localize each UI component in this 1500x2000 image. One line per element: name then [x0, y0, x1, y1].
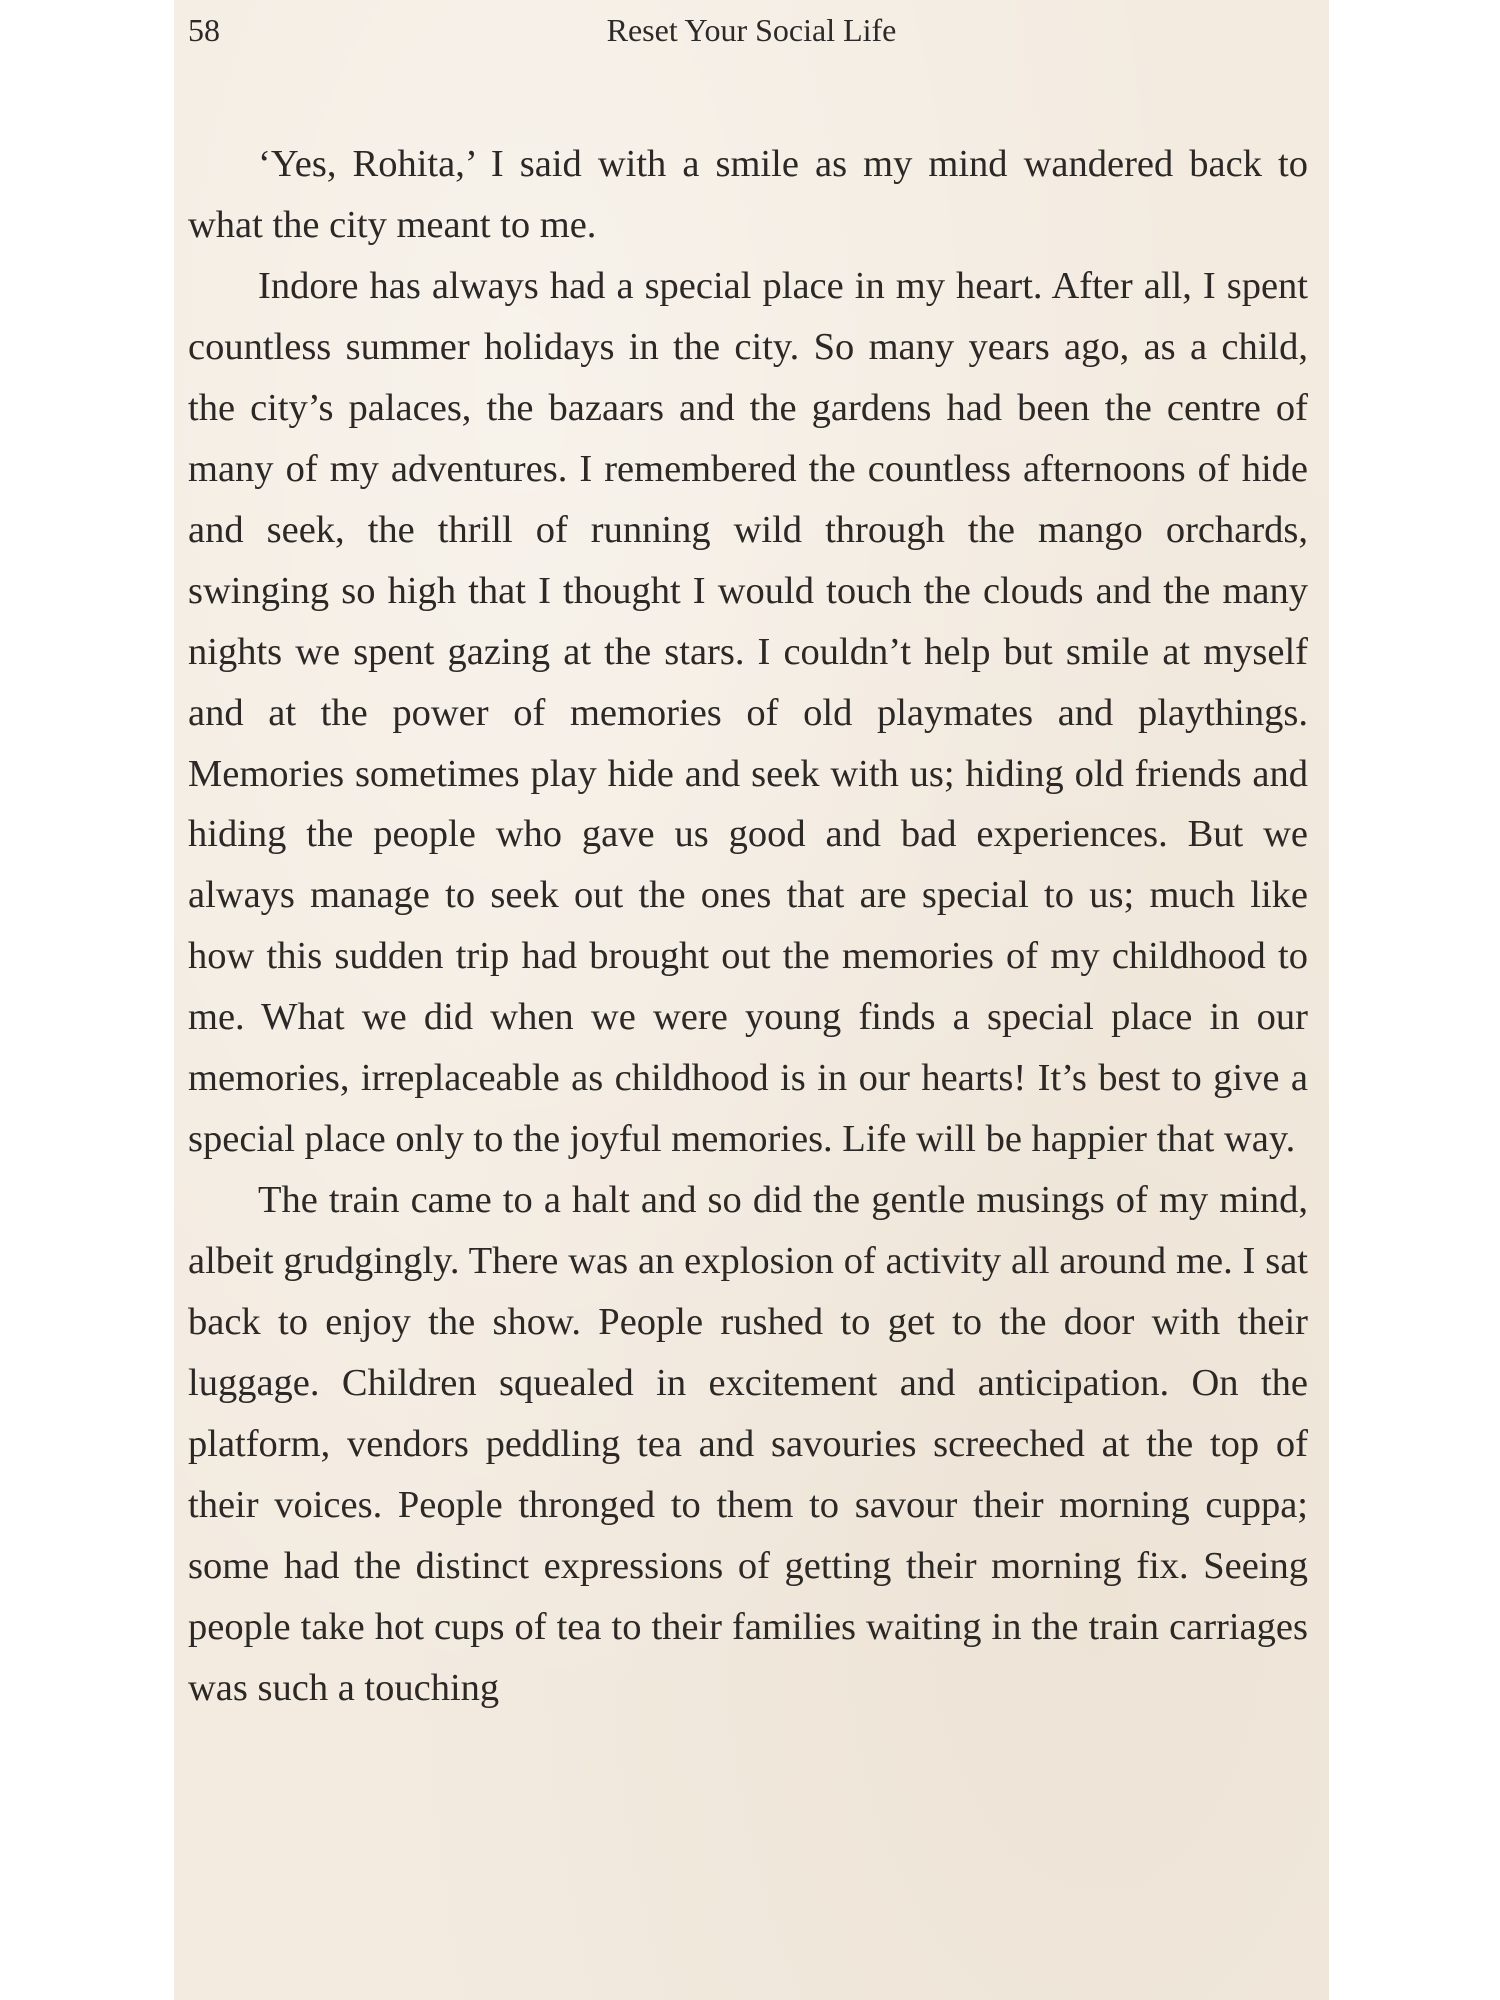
page-number: 58 — [188, 12, 220, 48]
book-page — [174, 0, 1329, 2000]
page-header — [174, 8, 1329, 48]
paragraph: Indore has always had a special place in my heart. After all, I spent countless summer holidays in the city. So many years ago, as a child, the city’s palaces, the bazaars and the gardens had been the centre of many of my adventures. I remembered the countless afternoons of hide and seek, the thrill of running wild through the mango orchards, swinging so high that I thought I would touch the clouds and the many nights we spent gazing at the stars. I couldn’t help but smile at myself and at the power of memories of old playmates and playthings. Memories sometimes play hide and seek with us; hiding old friends and hiding the people who gave us good and bad experiences. But we always manage to seek out the ones that are special to us; much like how this sudden trip had brought out the memories of my childhood to me. What we did when we were young finds a special place in our memories, irreplaceable as childhood is in our hearts! It’s best to give a special place only to the joyful memories. Life will be happier that way. — [188, 264, 1308, 1161]
body-text — [188, 134, 1308, 1719]
running-title: Reset Your Social Life — [606, 12, 897, 48]
paragraph: The train came to a halt and so did the gentle musings of my mind, albeit grudgingly. There was an explosion of activity all around me. I sat back to enjoy the show. People rushed to get to the door with their luggage. Children squealed in excitement and anticipation. On the platform, vendors peddling tea and savouries screeched at the top of their voices. People thronged to them to savour their morning cuppa; some had the distinct expressions of getting their morning fix. Seeing people take hot cups of tea to their families waiting in the train carriages was such a touching — [188, 1179, 1308, 1709]
paragraph: ‘Yes, Rohita,’ I said with a smile as my mind wandered back to what the city meant to me. — [188, 143, 1308, 246]
